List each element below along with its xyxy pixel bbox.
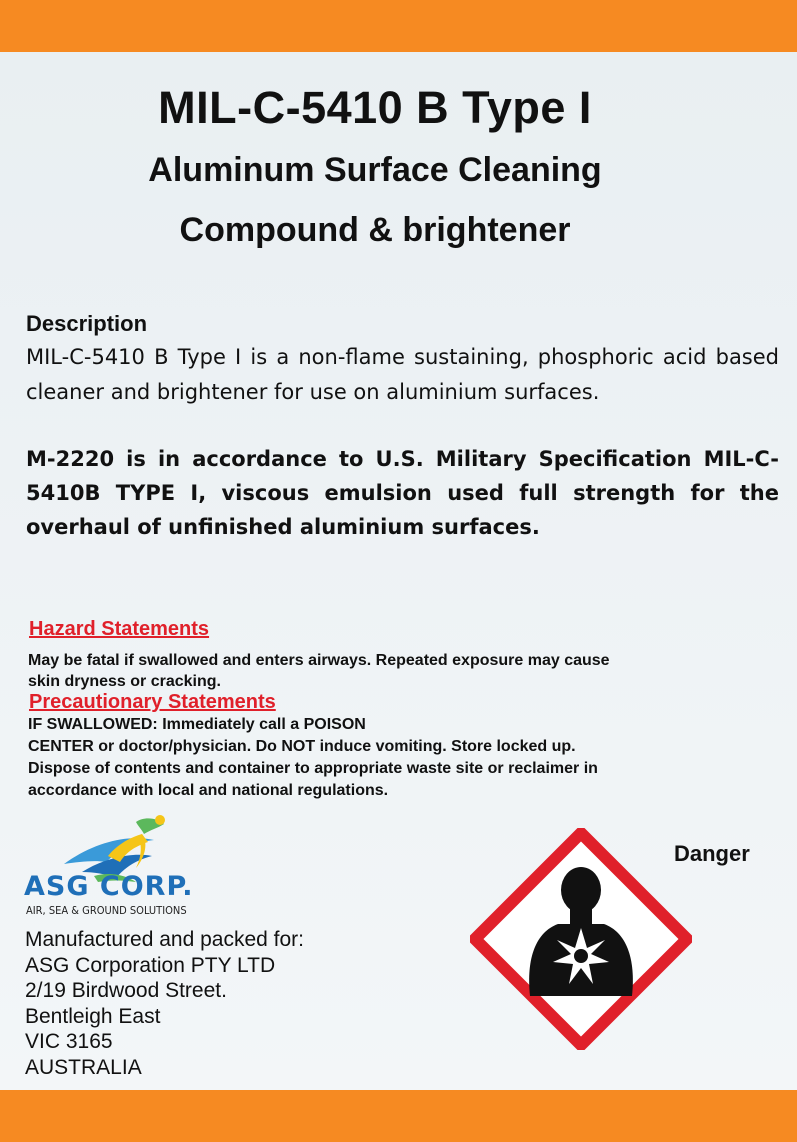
asg-swoosh-logo-icon [24, 812, 236, 922]
hazard-line: May be fatal if swallowed and enters airways. Repeated exposure may cause [28, 652, 610, 669]
bottom-orange-bar [0, 1090, 797, 1142]
signal-word: Danger [674, 841, 750, 866]
specification-text: M-2220 is in accordance to U.S. Military Specification MIL-C-5410B TYPE I, viscous emulsion used full strength for the overhaul of unfinished aluminium surfaces. [26, 447, 779, 539]
product-subtitle-line1: Aluminum Surface Cleaning [148, 151, 602, 189]
top-orange-bar [0, 0, 797, 52]
address-line: 2/19 Birdwood Street. [25, 979, 227, 1002]
description-heading: Description [26, 311, 148, 336]
description-text: MIL-C-5410 B Type I is a non-flame sustaining, phosphoric acid based cleaner and brightener for use on aluminium surfaces. [26, 345, 779, 404]
logo-tagline: AIR, SEA & GROUND SOLUTIONS [26, 904, 187, 917]
precautionary-statements-heading: Precautionary Statements [29, 691, 276, 713]
manufacturer-address [25, 927, 304, 1080]
ghs08-health-hazard-icon [470, 828, 692, 1050]
logo-name: ASG CORP. [24, 871, 194, 902]
address-line: VIC 3165 [25, 1030, 113, 1053]
product-title: MIL-C-5410 B Type I [158, 82, 592, 133]
asg-corp-logo [24, 812, 236, 922]
hazard-statements-text [28, 650, 758, 692]
product-subtitle-line2: Compound & brightener [179, 211, 571, 249]
address-line: Bentleigh East [25, 1004, 161, 1028]
address-line: AUSTRALIA [25, 1055, 142, 1079]
hazard-statements-heading: Hazard Statements [29, 618, 210, 640]
precaution-line: IF SWALLOWED: Immediately call a POISON [28, 716, 366, 733]
precaution-line: Dispose of contents and container to appropriate waste site or reclaimer in [28, 760, 598, 777]
precaution-line: CENTER or doctor/physician. Do NOT induce vomiting. Store locked up. [28, 738, 576, 755]
hazard-line: skin dryness or cracking. [28, 673, 221, 690]
precautionary-statements-text [28, 714, 758, 802]
address-line: Manufactured and packed for: [25, 928, 305, 951]
address-line: ASG Corporation PTY LTD [25, 953, 276, 977]
precaution-line: accordance with local and national regulations. [28, 782, 389, 799]
ghs-pictogram [470, 828, 692, 1050]
